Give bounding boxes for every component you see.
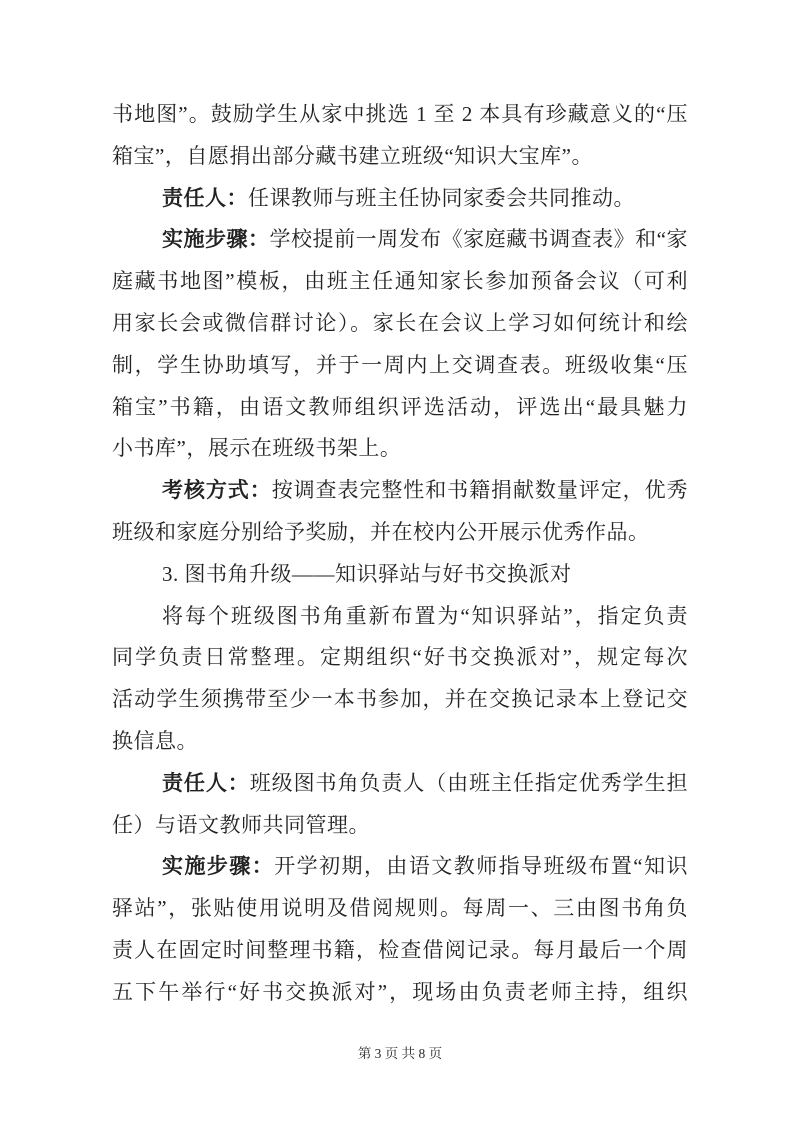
text-line: 用家长会或微信群讨论）。家长在会议上学习如何统计和绘 [112, 310, 688, 335]
text-line: 考核方式：按调查表完整性和书籍捐献数量评定，优秀 [162, 478, 688, 503]
text-line: 箱宝”，自愿捐出部分藏书建立班级“知识大宝库”。 [112, 143, 593, 168]
text-line: 小书库”，展示在班级书架上。 [112, 436, 402, 461]
text-line: 责任人：任课教师与班主任协同家委会共同推动。 [162, 185, 635, 210]
text-line: 责任人：班级图书角负责人（由班主任指定优秀学生担 [162, 770, 688, 795]
text-line: 制，学生协助填写，并于一周内上交调查表。班级收集“压 [112, 352, 688, 377]
document-body [112, 94, 688, 1014]
text-line: 活动学生须携带至少一本书参加，并在交换记录本上登记交 [112, 687, 688, 712]
text-line: 责人在固定时间整理书籍，检查借阅记录。每月最后一个周 [112, 937, 688, 962]
text-line: 任）与语文教师共同管理。 [112, 812, 370, 837]
paragraph-label: 实施步骤： [162, 854, 275, 879]
text-line: 庭藏书地图”模板，由班主任通知家长参加预备会议（可利 [112, 269, 688, 294]
text-line: 将每个班级图书角重新布置为“知识驿站”，指定负责 [162, 603, 688, 628]
text-line: 班级和家庭分别给予奖励，并在校内公开展示优秀作品。 [112, 519, 650, 544]
text-line: 3. 图书角升级——知识驿站与好书交换派对 [162, 561, 572, 586]
text-line: 实施步骤：学校提前一周发布《家庭藏书调查表》和“家 [162, 227, 688, 252]
text-line: 驿站”，张贴使用说明及借阅规则。每周一、三由图书角负 [112, 896, 688, 921]
paragraph-label: 责任人： [162, 770, 250, 795]
paragraph-label: 实施步骤： [162, 227, 270, 252]
text-line: 同学负责日常整理。定期组织“好书交换派对”，规定每次 [112, 645, 688, 670]
text-line: 五下午举行“好书交换派对”，现场由负责老师主持，组织 [112, 979, 688, 1004]
paragraph-label: 考核方式： [162, 478, 272, 503]
text-line: 箱宝”书籍，由语文教师组织评选活动，评选出“最具魅力 [112, 394, 688, 419]
paragraph-label: 责任人： [162, 185, 248, 210]
text-line: 实施步骤：开学初期，由语文教师指导班级布置“知识 [162, 854, 688, 879]
text-line: 书地图”。鼓励学生从家中挑选 1 至 2 本具有珍藏意义的“压 [112, 102, 688, 126]
page-footer [0, 1044, 800, 1064]
page-number: 第 3 页 共 8 页 [357, 1046, 443, 1061]
text-line: 换信息。 [112, 728, 198, 753]
